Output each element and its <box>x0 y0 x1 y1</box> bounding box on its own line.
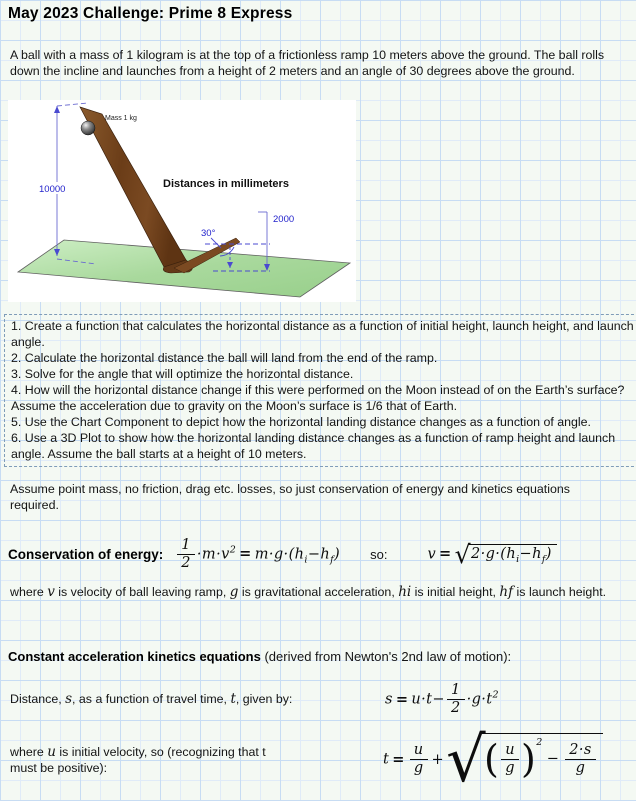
variable: g <box>229 584 239 600</box>
text-run: is gravitational acceleration, <box>238 585 399 599</box>
frac-numerator: u <box>410 743 428 760</box>
task-item: 6. Use a 3D Plot to show how the horizontal landing distance changes as a function of ramp height and launch angle. Assume the ball starts at a height of 10 meters. <box>11 431 616 461</box>
equals-sign: = <box>395 690 409 708</box>
eq-exponent: 2 <box>492 689 499 701</box>
heading-bold: Constant acceleration kinetics equations <box>8 649 261 664</box>
kinetics-heading[interactable] <box>8 649 511 664</box>
eq-subscript: f <box>330 553 335 565</box>
frac-denominator: g <box>413 760 424 776</box>
text-run: is velocity of ball leaving ramp, <box>54 585 230 599</box>
frac-numerator: 1 <box>447 683 465 700</box>
task-item: 3. Solve for the angle that will optimize the horizontal distance. <box>11 367 354 381</box>
energy-equation <box>175 538 340 571</box>
text-run: , given by: <box>235 692 293 706</box>
eq-term: ·g·t <box>466 691 493 708</box>
text-run: where <box>10 585 48 599</box>
frac-denominator: 2 <box>181 554 191 571</box>
text-run: where <box>10 745 48 759</box>
angle-label: 30° <box>201 228 216 239</box>
energy-heading: Conservation of energy: <box>8 546 164 562</box>
text-run: , as a function of travel time, <box>72 692 231 706</box>
radical <box>454 539 557 569</box>
eq-term: −h <box>307 546 331 562</box>
eq-term: u·t− <box>411 691 445 708</box>
text-run: is launch height. <box>513 585 607 599</box>
frac-numerator: 2·s <box>565 743 595 760</box>
intro-paragraph[interactable]: A ball with a mass of 1 kilogram is at the top of a frictionless ramp 10 meters above the ground. The ball rolls down the incline and launches from a height of 2 meters and an angle of 30 degrees above the ground. <box>10 48 605 78</box>
eq-term: v <box>427 546 437 562</box>
task-item: 5. Use the Chart Component to depict how the horizontal landing distance changes as a function of angle. <box>11 415 591 429</box>
variable: u <box>47 744 56 760</box>
eq-term: 2·g·(h <box>470 545 517 562</box>
text-run: is initial velocity, so (recognizing that t <box>55 745 266 759</box>
eq-exponent: 2 <box>536 737 543 748</box>
plus-sign: + <box>431 751 445 768</box>
task-item: 4. How will the horizontal distance change if this were performed on the Moon instead of on the Earth’s surface? Assume the acceleration due to gravity on the Moon’s surface is 1/6 that of Earth. <box>11 383 625 413</box>
eq-subscript: i <box>516 553 520 565</box>
frac-denominator: 2 <box>450 700 461 716</box>
equals-sign: = <box>392 750 405 768</box>
launch-height-dimension-label: 2000 <box>273 214 295 225</box>
distance-caption[interactable] <box>10 691 292 707</box>
eq-subscript: i <box>304 553 308 565</box>
energy-equation-row[interactable] <box>8 528 557 580</box>
height-dimension-label: 10000 <box>39 184 66 195</box>
variable: hi <box>398 584 412 600</box>
eq-term: ) <box>334 546 341 562</box>
eq-term: s <box>385 691 393 708</box>
eq-term: m·g· <box>254 546 289 562</box>
variable: v <box>47 584 55 600</box>
eq-term: (h <box>288 546 305 562</box>
distance-equation[interactable] <box>385 683 499 716</box>
time-equation[interactable] <box>383 723 603 796</box>
eq-subscript: f <box>541 553 546 565</box>
eq-term: −h <box>519 545 542 562</box>
big-paren: ) <box>521 737 537 781</box>
eq-term: ·m·v <box>196 546 230 562</box>
variable: t <box>230 691 236 707</box>
heading-rest: (derived from Newton's 2nd law of motion): <box>260 649 512 664</box>
radical-symbol: √ <box>454 539 471 569</box>
big-paren: ( <box>484 737 500 781</box>
ramp-diagram[interactable] <box>8 100 356 302</box>
frac-denominator: g <box>575 759 586 776</box>
eq-exponent: 2 <box>229 544 237 556</box>
frac-numerator: 1 <box>177 538 195 555</box>
frac-denominator: g <box>505 759 515 776</box>
where-u-paragraph[interactable] <box>10 744 360 776</box>
units-label: Distances in millimeters <box>163 178 289 190</box>
page-title[interactable]: May 2023 Challenge: Prime 8 Express <box>8 5 293 22</box>
where-velocity-paragraph[interactable] <box>10 584 632 601</box>
equals-sign: = <box>439 545 452 562</box>
text-run: is initial height, <box>411 585 500 599</box>
mass-label: Mass 1 kg <box>105 115 137 122</box>
tasks-box[interactable] <box>4 314 636 467</box>
ball <box>81 121 95 135</box>
equals-sign: = <box>239 545 252 562</box>
velocity-equation <box>427 539 556 569</box>
eq-term: t <box>383 751 390 768</box>
task-item: 1. Create a function that calculates the horizontal distance as a function of initial height, launch height, and launch angle. <box>11 319 634 349</box>
radical <box>446 723 603 796</box>
text-run: must be positive): <box>10 761 108 775</box>
task-item: 2. Calculate the horizontal distance the ball will land from the end of the ramp. <box>11 351 438 365</box>
so-label: so: <box>370 546 388 562</box>
assumption-paragraph[interactable]: Assume point mass, no friction, drag etc. losses, so just conservation of energy and kinetics equations required. <box>10 482 570 512</box>
variable: s <box>65 691 73 707</box>
variable: hf <box>499 584 514 600</box>
radical-symbol: √ <box>446 723 487 796</box>
minus-sign: − <box>546 751 560 767</box>
eq-term: ) <box>545 545 552 562</box>
text-run: Distance, <box>10 692 66 706</box>
frac-numerator: u <box>501 743 519 760</box>
